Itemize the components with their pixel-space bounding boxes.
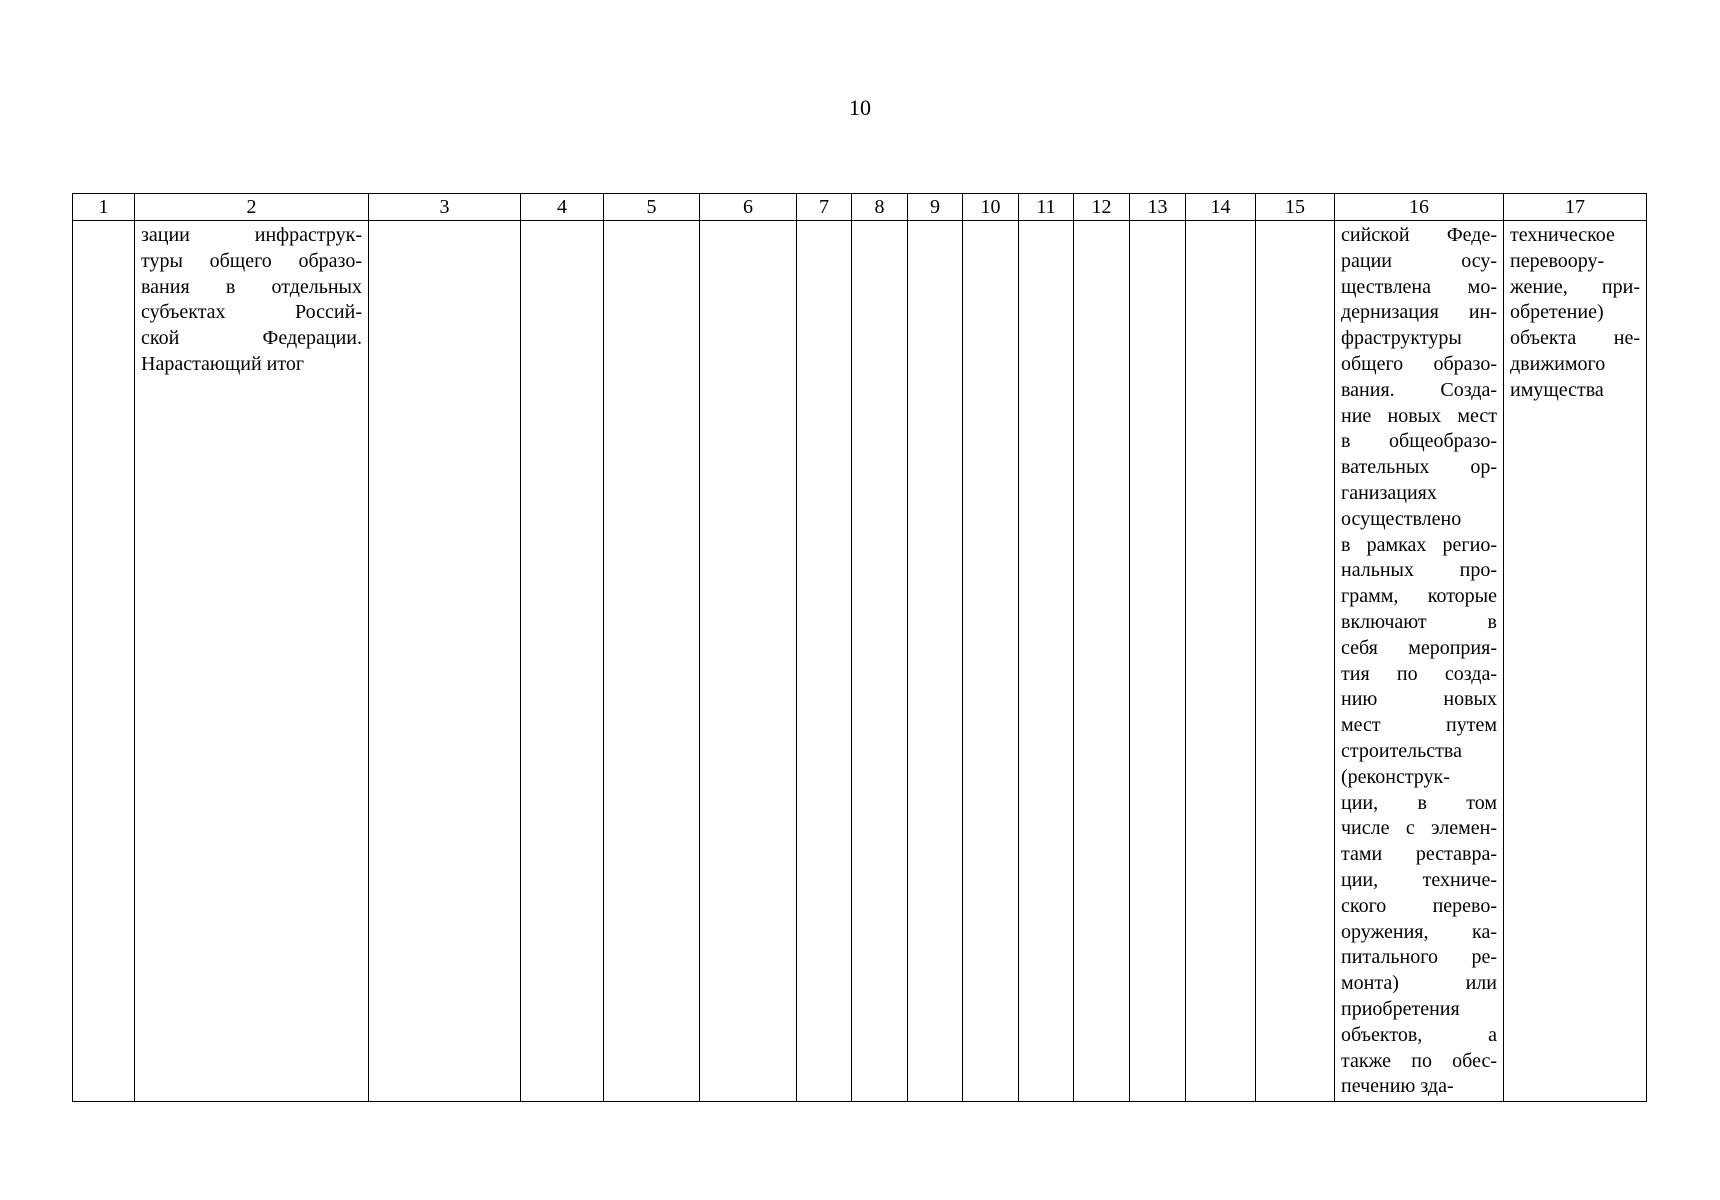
column-header: 13	[1130, 194, 1186, 221]
column-header: 1	[73, 194, 135, 221]
header-row	[73, 194, 1647, 221]
text-line: приобретения	[1341, 997, 1460, 1020]
table-cell	[1019, 221, 1074, 1102]
text-line: грамм, которые	[1341, 585, 1497, 608]
text-line: ции, в том	[1341, 791, 1497, 814]
text-line: объектов, а	[1341, 1023, 1497, 1046]
table-cell	[521, 221, 604, 1102]
text-line: Нарастающий итог	[141, 352, 305, 375]
cell-text-col17	[1504, 221, 1646, 404]
text-line: монта) или	[1341, 972, 1497, 995]
column-header: 7	[797, 194, 852, 221]
text-line: ществлена мо-	[1341, 275, 1497, 298]
table-cell	[369, 221, 521, 1102]
text-line: рации осу-	[1341, 249, 1497, 272]
text-line: туры общего образо-	[141, 249, 362, 272]
text-line: нию новых	[1341, 688, 1497, 711]
cell-text-col2	[135, 221, 368, 378]
column-header: 9	[908, 194, 963, 221]
column-header: 11	[1019, 194, 1074, 221]
column-header: 16	[1335, 194, 1504, 221]
text-line: оружения, ка-	[1341, 920, 1497, 943]
table-cell	[604, 221, 700, 1102]
text-line: зации инфраструк-	[141, 224, 362, 246]
table-cell	[700, 221, 797, 1102]
text-line: ского перево-	[1341, 894, 1497, 917]
table-cell	[852, 221, 908, 1102]
text-line: ние новых мест	[1341, 404, 1497, 427]
text-line: общего образо-	[1341, 352, 1497, 375]
text-line: нальных про-	[1341, 559, 1497, 582]
data-table	[72, 193, 1647, 1102]
text-line: техническое	[1510, 224, 1615, 246]
table-cell	[73, 221, 135, 1102]
column-header: 10	[963, 194, 1019, 221]
table-cell	[1256, 221, 1335, 1102]
text-line: питального ре-	[1341, 946, 1497, 969]
text-line: (реконструк-	[1341, 765, 1450, 788]
text-line: числе с элемен-	[1341, 817, 1497, 840]
table-cell	[908, 221, 963, 1102]
text-line: тия по созда-	[1341, 662, 1497, 685]
text-line: имущества	[1510, 378, 1604, 401]
text-line: перевоору-	[1510, 249, 1605, 272]
column-header: 3	[369, 194, 521, 221]
text-line: вания в отдельных	[141, 275, 362, 298]
column-header: 5	[604, 194, 700, 221]
table-cell	[1335, 221, 1504, 1102]
text-line: жение, при-	[1510, 275, 1640, 298]
text-line: вательных ор-	[1341, 456, 1497, 479]
text-line: ской Федерации.	[141, 327, 362, 350]
column-header: 4	[521, 194, 604, 221]
table-cell	[135, 221, 369, 1102]
text-line: также по обес-	[1341, 1049, 1497, 1072]
page-number: 10	[849, 95, 871, 120]
text-line: обретение)	[1510, 301, 1604, 324]
table-cell	[1504, 221, 1647, 1102]
text-line: осуществлено	[1341, 507, 1462, 530]
column-header: 2	[135, 194, 369, 221]
column-header: 12	[1074, 194, 1130, 221]
column-header: 17	[1504, 194, 1647, 221]
text-line: себя мероприя-	[1341, 636, 1497, 659]
table-cell	[1186, 221, 1256, 1102]
text-line: объекта не-	[1510, 327, 1640, 350]
text-line: ции, техниче-	[1341, 868, 1497, 891]
text-line: ганизациях	[1341, 481, 1437, 504]
table-cell	[797, 221, 852, 1102]
text-line: строительства	[1341, 739, 1462, 762]
text-line: печению зда-	[1341, 1075, 1454, 1098]
text-line: мест путем	[1341, 714, 1497, 737]
cell-text-col16	[1335, 221, 1503, 1100]
text-line: в общеобразо-	[1341, 430, 1497, 453]
column-header: 14	[1186, 194, 1256, 221]
table-cell	[1074, 221, 1130, 1102]
text-line: движимого	[1510, 352, 1606, 375]
text-line: сийской Феде-	[1341, 224, 1497, 246]
text-line: тами реставра-	[1341, 843, 1497, 866]
text-line: включают в	[1341, 610, 1497, 633]
table-cell	[963, 221, 1019, 1102]
column-header: 8	[852, 194, 908, 221]
text-line: вания. Созда-	[1341, 378, 1497, 401]
text-line: субъектах Россий-	[141, 301, 362, 324]
column-header: 6	[700, 194, 797, 221]
table-cell	[1130, 221, 1186, 1102]
text-line: фраструктуры	[1341, 327, 1462, 350]
text-line: в рамках регио-	[1341, 533, 1497, 556]
table-row	[73, 221, 1647, 1102]
column-header: 15	[1256, 194, 1335, 221]
text-line: дернизация ин-	[1341, 301, 1497, 324]
